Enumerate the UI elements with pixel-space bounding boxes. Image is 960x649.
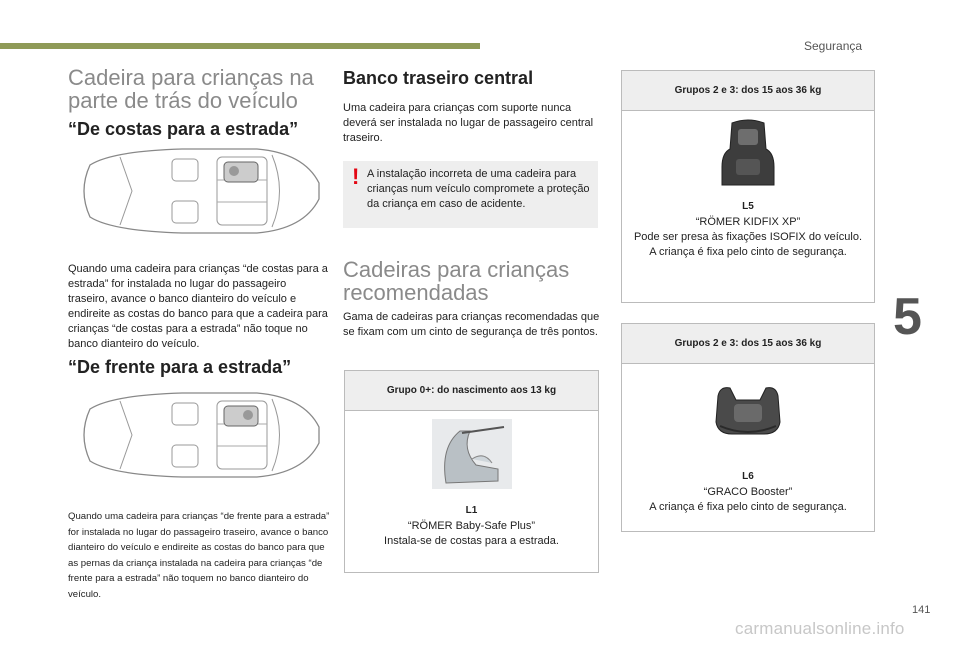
recommended-text: Gama de cadeiras para crianças recomendadas que se fixam com um cinto de segurança de três pontos. xyxy=(343,311,600,338)
seat-card-l6 xyxy=(621,323,875,532)
seat-description xyxy=(353,519,590,549)
section-label: Segurança xyxy=(804,39,863,53)
watermark: carmanualsonline.info xyxy=(735,619,905,638)
booster-seat-with-back-image xyxy=(718,119,778,191)
seat-description xyxy=(630,215,866,260)
car-top-view-rear-facing-illustration xyxy=(72,143,327,238)
main-title: Cadeira para crianças na parte de trás do veículo xyxy=(68,65,314,113)
seat-group-label: Grupos 2 e 3: dos 15 aos 36 kg xyxy=(622,324,874,364)
seat-note: A criança é fixa pelo cinto de segurança. xyxy=(649,246,847,258)
seat-group-label: Grupo 0+: do nascimento aos 13 kg xyxy=(345,371,598,411)
chapter-number: 5 xyxy=(893,288,922,346)
warning-icon: ! xyxy=(352,164,360,189)
warning-box xyxy=(343,161,598,228)
rear-facing-heading: “De costas para a estrada” xyxy=(68,119,299,139)
booster-cushion-image xyxy=(712,382,784,438)
forward-facing-heading: “De frente para a estrada” xyxy=(68,357,292,377)
seat-note: A criança é fixa pelo cinto de segurança. xyxy=(649,501,847,513)
seat-description xyxy=(630,485,866,515)
seat-name: “GRACO Booster” xyxy=(703,486,793,498)
seat-card-l5 xyxy=(621,70,875,303)
seat-code: L6 xyxy=(742,471,754,482)
car-top-view-forward-facing-illustration xyxy=(72,387,327,482)
central-seat-heading: Banco traseiro central xyxy=(343,68,534,88)
recommended-heading: Cadeiras para crianças recomendadas xyxy=(343,257,570,305)
seat-name: “RÖMER KIDFIX XP” xyxy=(695,216,801,228)
warning-text: A instalação incorreta de uma cadeira para crianças num veículo compromete a proteção da criança em caso de acidente. xyxy=(367,168,590,210)
seat-group-label: Grupos 2 e 3: dos 15 aos 36 kg xyxy=(622,71,874,111)
header-accent-bar xyxy=(0,43,480,49)
seat-code: L1 xyxy=(465,505,478,516)
seat-name: “RÖMER Baby-Safe Plus” xyxy=(407,520,536,532)
seat-note: Pode ser presa às fixações ISOFIX do veículo. xyxy=(633,231,863,243)
page-number: 141 xyxy=(912,604,931,616)
forward-facing-text: Quando uma cadeira para crianças “de frente para a estrada” for instalada no lugar do passageiro traseiro, avance o banco dianteiro do veículo e endireite as costas do banco para que as pernas da criança instalada na cadeira para crianças “de frente para a estrada” não toquem no banco dianteiro do veículo. xyxy=(68,511,330,600)
central-seat-text: Uma cadeira para crianças com suporte nunca deverá ser instalada no lugar de passageiro central traseiro. xyxy=(343,102,594,144)
seat-code: L5 xyxy=(742,201,754,212)
rear-facing-text: Quando uma cadeira para crianças “de costas para a estrada” for instalada no lugar do passageiro traseiro, avance o banco dianteiro do veículo e endireite as costas do banco para que a cadeira para crianças “de costas para a estrada” não toque no banco dianteiro do veículo. xyxy=(68,263,328,350)
seat-card-l1 xyxy=(344,370,599,573)
infant-carrier-image xyxy=(432,419,512,489)
seat-note: Instala-se de costas para a estrada. xyxy=(384,535,559,547)
